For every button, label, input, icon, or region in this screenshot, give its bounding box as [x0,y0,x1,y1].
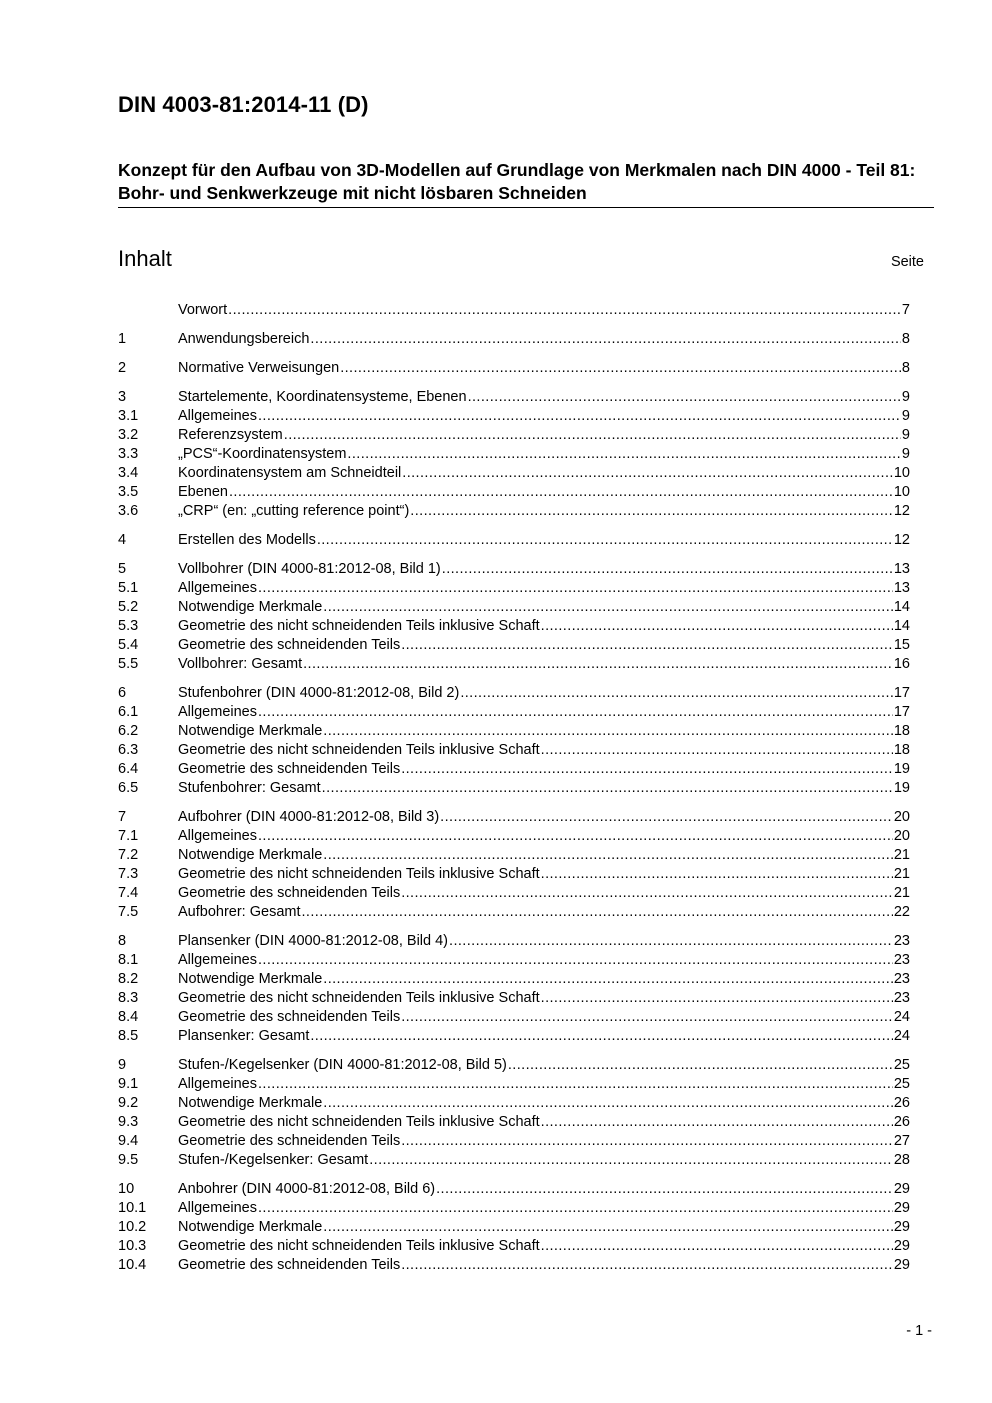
toc-entry-page: 12 [893,503,910,519]
toc-entry-title: „PCS“-Koordinatensystem [178,446,347,462]
toc-entry-page: 13 [893,561,910,577]
toc-dot-leader [323,598,893,617]
toc-entry[interactable] [118,445,910,464]
toc-entry[interactable] [118,359,910,378]
toc-dot-leader [436,1180,893,1199]
toc-entry-page: 12 [893,532,910,548]
toc-dot-leader [323,1094,893,1113]
toc-entry-title: Geometrie des schneidenden Teils [178,637,401,653]
toc-dot-leader [508,1056,893,1075]
toc-entry-title: Anbohrer (DIN 4000-81:2012-08, Bild 6) [178,1181,436,1197]
toc-entry-page: 23 [893,990,910,1006]
toc-group [118,531,910,550]
toc-entry-number: 7.5 [118,904,139,920]
toc-group [118,560,910,674]
toc-entry[interactable] [118,464,910,483]
toc-entry-page: 7 [901,302,910,318]
toc-entry-number: 6.2 [118,723,139,739]
toc-entry[interactable] [118,483,910,502]
toc-entry-page: 18 [893,742,910,758]
toc-entry-number: 9 [118,1057,127,1073]
toc-entry-number: 8.5 [118,1028,139,1044]
toc-entry-page: 10 [893,465,910,481]
toc-entry[interactable] [118,846,910,865]
toc-entry-title: Vollbohrer: Gesamt [178,656,303,672]
toc-entry[interactable] [118,932,910,951]
toc-entry-number: 6 [118,685,127,701]
toc-entry-page: 19 [893,780,910,796]
page-number: - 1 - [906,1323,932,1339]
toc-dot-leader [302,903,893,922]
toc-entry-number: 6.3 [118,742,139,758]
toc-entry-number: 5.4 [118,637,139,653]
toc-entry-number: 3.1 [118,408,139,424]
toc-entry-number: 8.4 [118,1009,139,1025]
toc-entry-number: 2 [118,360,127,376]
toc-entry-number: 8 [118,933,127,949]
toc-entry-title: Plansenker (DIN 4000-81:2012-08, Bild 4) [178,933,449,949]
toc-entry-page: 26 [893,1114,910,1130]
toc-dot-leader [258,407,901,426]
toc-entry-title: Geometrie des schneidenden Teils [178,761,401,777]
toc-entry-title: Aufbohrer: Gesamt [178,904,301,920]
toc-entry-number: 5.2 [118,599,139,615]
toc-dot-leader [369,1151,893,1170]
toc-entry-title: Notwendige Merkmale [178,599,323,615]
toc-entry-page: 14 [893,618,910,634]
toc-entry-number: 7.2 [118,847,139,863]
toc-entry-title: Geometrie des nicht schneidenden Teils inklusive Schaft [178,618,540,634]
toc-entry-title: Stufen-/Kegelsenker: Gesamt [178,1152,369,1168]
toc-entry-title: Notwendige Merkmale [178,971,323,987]
toc-group [118,1180,910,1275]
toc-entry[interactable] [118,1256,910,1275]
toc-entry-title: Erstellen des Modells [178,532,316,548]
toc-entry-number: 3.2 [118,427,139,443]
toc-dot-leader [323,846,893,865]
toc-entry[interactable] [118,951,910,970]
toc-entry-number: 6.1 [118,704,139,720]
toc-entry-number: 1 [118,331,127,347]
toc-entry-title: Notwendige Merkmale [178,723,323,739]
toc-entry-title: Geometrie des nicht schneidenden Teils inklusive Schaft [178,990,540,1006]
toc-entry[interactable] [118,560,910,579]
toc-entry[interactable] [118,1199,910,1218]
toc-dot-leader [401,1008,893,1027]
toc-entry[interactable] [118,1113,910,1132]
table-of-contents [118,301,910,1285]
toc-dot-leader [442,560,893,579]
toc-dot-leader [401,1256,893,1275]
toc-entry[interactable] [118,598,910,617]
toc-entry[interactable] [118,1008,910,1027]
toc-entry-page: 29 [893,1181,910,1197]
toc-entry-page: 21 [893,847,910,863]
toc-entry-number: 7.1 [118,828,139,844]
toc-entry-page: 13 [893,580,910,596]
toc-entry[interactable] [118,426,910,445]
toc-heading: Inhalt [118,246,172,271]
toc-entry-page: 9 [901,408,910,424]
toc-entry-title: Plansenker: Gesamt [178,1028,310,1044]
toc-entry[interactable] [118,884,910,903]
toc-dot-leader [402,464,893,483]
toc-entry-page: 8 [901,360,910,376]
toc-entry-page: 23 [893,933,910,949]
toc-entry-number: 9.3 [118,1114,139,1130]
toc-entry[interactable] [118,502,910,521]
toc-entry-page: 15 [893,637,910,653]
document-subtitle: Konzept für den Aufbau von 3D-Modellen auf Grundlage von Merkmalen nach DIN 4000 - Teil 81: Bohr- und Senkwerkzeuge mit nicht lösbaren Schneiden [118,160,916,203]
toc-entry[interactable] [118,579,910,598]
toc-entry-number: 9.4 [118,1133,139,1149]
toc-entry-title: Aufbohrer (DIN 4000-81:2012-08, Bild 3) [178,809,440,825]
toc-entry-number: 4 [118,532,127,548]
toc-dot-leader [258,579,893,598]
toc-entry-title: „CRP“ (en: „cutting reference point“) [178,503,410,519]
toc-dot-leader [541,989,893,1008]
toc-entry-number: 9.1 [118,1076,139,1092]
toc-entry-page: 24 [893,1009,910,1025]
toc-entry[interactable] [118,407,910,426]
toc-entry[interactable] [118,741,910,760]
toc-entry[interactable] [118,655,910,674]
toc-dot-leader [460,684,893,703]
toc-entry-page: 9 [901,446,910,462]
toc-dot-leader [468,388,901,407]
toc-entry[interactable] [118,684,910,703]
toc-entry[interactable] [118,1237,910,1256]
toc-entry-page: 29 [893,1238,910,1254]
toc-dot-leader [310,330,901,349]
toc-dot-leader [401,1132,893,1151]
toc-entry-number: 3 [118,389,127,405]
toc-entry-number: 7.3 [118,866,139,882]
toc-entry-title: Notwendige Merkmale [178,1095,323,1111]
toc-dot-leader [284,426,901,445]
toc-dot-leader [401,760,893,779]
toc-dot-leader [410,502,893,521]
toc-entry[interactable] [118,760,910,779]
toc-group [118,1056,910,1170]
toc-entry[interactable] [118,1056,910,1075]
toc-entry-page: 25 [893,1076,910,1092]
toc-entry-page: 21 [893,885,910,901]
toc-entry[interactable] [118,903,910,922]
toc-dot-leader [440,808,893,827]
toc-entry-number: 3.5 [118,484,139,500]
toc-entry-title: Allgemeines [178,580,257,596]
toc-entry-title: Anwendungsbereich [178,331,310,347]
toc-entry[interactable] [118,1027,910,1046]
toc-entry[interactable] [118,617,910,636]
toc-entry-title: Allgemeines [178,952,257,968]
toc-entry-title: Notwendige Merkmale [178,1219,323,1235]
toc-entry[interactable] [118,1132,910,1151]
toc-entry-title: Allgemeines [178,1076,257,1092]
title-divider [118,207,934,208]
toc-entry[interactable] [118,1151,910,1170]
toc-entry-page: 14 [893,599,910,615]
toc-entry-number: 8.1 [118,952,139,968]
toc-entry-page: 20 [893,828,910,844]
toc-entry-page: 23 [893,952,910,968]
toc-entry[interactable] [118,330,910,349]
toc-dot-leader [310,1027,892,1046]
toc-entry-page: 24 [893,1028,910,1044]
toc-entry-number: 9.2 [118,1095,139,1111]
toc-entry-title: Geometrie des schneidenden Teils [178,885,401,901]
toc-dot-leader [347,445,901,464]
toc-entry-page: 29 [893,1257,910,1273]
toc-entry-title: Ebenen [178,484,228,500]
toc-dot-leader [258,827,893,846]
toc-entry-page: 29 [893,1200,910,1216]
toc-entry-title: Vorwort [178,302,228,318]
toc-dot-leader [258,703,893,722]
toc-entry[interactable] [118,636,910,655]
toc-entry-title: Stufen-/Kegelsenker (DIN 4000-81:2012-08, Bild 5) [178,1057,507,1073]
toc-entry-number: 10 [118,1181,135,1197]
toc-entry-page: 29 [893,1219,910,1235]
toc-dot-leader [228,301,901,320]
toc-dot-leader [317,531,893,550]
toc-dot-leader [541,741,893,760]
toc-entry-page: 25 [893,1057,910,1073]
toc-entry-title: Referenzsystem [178,427,283,443]
toc-group [118,359,910,378]
toc-entry-page: 8 [901,331,910,347]
toc-entry[interactable] [118,779,910,798]
toc-entry-number: 7.4 [118,885,139,901]
toc-dot-leader [323,722,893,741]
toc-entry-page: 26 [893,1095,910,1111]
toc-entry-number: 7 [118,809,127,825]
toc-dot-leader [229,483,893,502]
toc-entry-title: Vollbohrer (DIN 4000-81:2012-08, Bild 1) [178,561,441,577]
toc-entry-page: 9 [901,427,910,443]
toc-group [118,684,910,798]
toc-page-column-label: Seite [890,254,924,270]
toc-entry[interactable] [118,722,910,741]
toc-entry-title: Allgemeines [178,408,257,424]
toc-dot-leader [401,636,893,655]
toc-entry[interactable] [118,1180,910,1199]
toc-entry-page: 28 [893,1152,910,1168]
toc-entry-title: Geometrie des nicht schneidenden Teils inklusive Schaft [178,1238,540,1254]
toc-entry-title: Geometrie des nicht schneidenden Teils inklusive Schaft [178,866,540,882]
toc-entry[interactable] [118,1075,910,1094]
toc-group [118,808,910,922]
toc-dot-leader [258,951,893,970]
toc-entry-title: Notwendige Merkmale [178,847,323,863]
toc-entry-number: 3.4 [118,465,139,481]
toc-dot-leader [323,1218,893,1237]
toc-entry[interactable] [118,827,910,846]
toc-entry-page: 9 [901,389,910,405]
toc-entry-number: 5.5 [118,656,139,672]
toc-entry[interactable] [118,970,910,989]
toc-entry-page: 22 [893,904,910,920]
toc-entry-number: 8.3 [118,990,139,1006]
toc-entry[interactable] [118,703,910,722]
toc-entry-title: Geometrie des schneidenden Teils [178,1009,401,1025]
toc-entry-title: Geometrie des schneidenden Teils [178,1133,401,1149]
toc-entry[interactable] [118,531,910,550]
toc-dot-leader [541,1113,893,1132]
toc-entry-page: 27 [893,1133,910,1149]
toc-entry-number: 8.2 [118,971,139,987]
toc-dot-leader [258,1199,893,1218]
toc-entry-number: 5.3 [118,618,139,634]
toc-entry-number: 3.3 [118,446,139,462]
toc-entry-title: Geometrie des nicht schneidenden Teils inklusive Schaft [178,1114,540,1130]
toc-entry[interactable] [118,388,910,407]
toc-entry-number: 10.1 [118,1200,147,1216]
toc-entry-number: 5 [118,561,127,577]
toc-dot-leader [303,655,893,674]
toc-dot-leader [541,617,893,636]
toc-entry-title: Normative Verweisungen [178,360,340,376]
toc-entry[interactable] [118,1094,910,1113]
toc-entry[interactable] [118,989,910,1008]
document-title: DIN 4003-81:2014-11 (D) [118,92,369,117]
toc-entry-number: 10.4 [118,1257,147,1273]
toc-dot-leader [449,932,893,951]
toc-entry[interactable] [118,865,910,884]
toc-entry-page: 21 [893,866,910,882]
toc-group [118,932,910,1046]
toc-dot-leader [340,359,901,378]
toc-dot-leader [323,970,893,989]
toc-entry-title: Allgemeines [178,704,257,720]
toc-dot-leader [541,865,893,884]
toc-group [118,330,910,349]
toc-entry-page: 10 [893,484,910,500]
toc-entry[interactable] [118,1218,910,1237]
toc-entry-number: 6.5 [118,780,139,796]
toc-dot-leader [258,1075,893,1094]
toc-entry-title: Allgemeines [178,1200,257,1216]
toc-entry-number: 10.3 [118,1238,147,1254]
toc-entry-page: 17 [893,685,910,701]
toc-entry[interactable] [118,808,910,827]
toc-entry-title: Geometrie des nicht schneidenden Teils inklusive Schaft [178,742,540,758]
toc-entry-page: 18 [893,723,910,739]
toc-entry-page: 23 [893,971,910,987]
toc-entry-number: 5.1 [118,580,139,596]
toc-entry-title: Stufenbohrer: Gesamt [178,780,321,796]
toc-group [118,388,910,521]
toc-entry-title: Koordinatensystem am Schneidteil [178,465,402,481]
toc-entry-number: 3.6 [118,503,139,519]
toc-entry-number: 10.2 [118,1219,147,1235]
toc-entry-title: Stufenbohrer (DIN 4000-81:2012-08, Bild 2) [178,685,460,701]
toc-dot-leader [401,884,893,903]
toc-entry-number: 9.5 [118,1152,139,1168]
toc-entry-page: 20 [893,809,910,825]
toc-dot-leader [322,779,893,798]
toc-entry-page: 19 [893,761,910,777]
toc-entry-page: 17 [893,704,910,720]
toc-entry-number: 6.4 [118,761,139,777]
toc-entry-title: Geometrie des schneidenden Teils [178,1257,401,1273]
toc-group [118,301,910,320]
toc-entry-page: 16 [893,656,910,672]
toc-dot-leader [541,1237,893,1256]
toc-entry[interactable] [118,301,910,320]
toc-entry-title: Startelemente, Koordinatensysteme, Ebenen [178,389,467,405]
toc-entry-title: Allgemeines [178,828,257,844]
